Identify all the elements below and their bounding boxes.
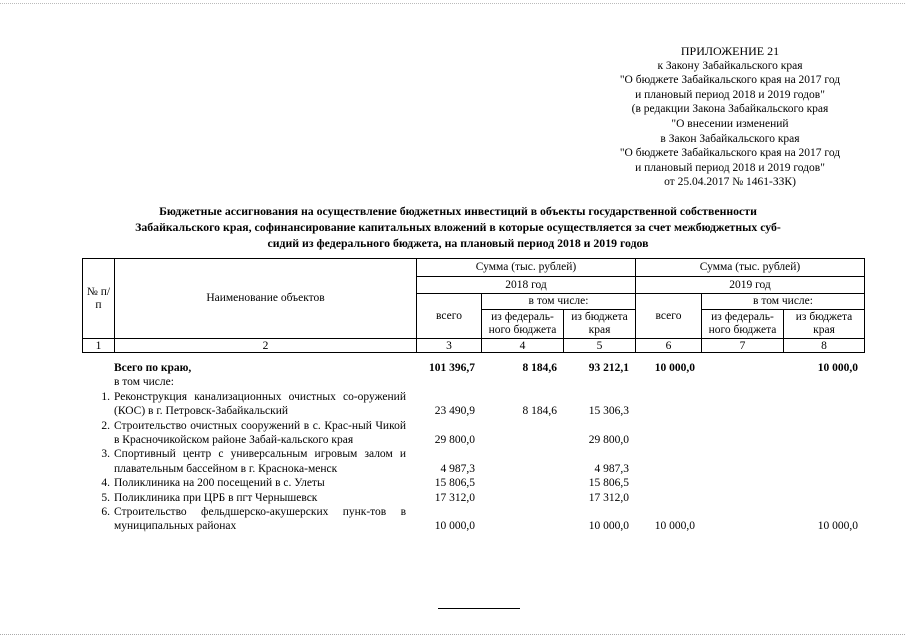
- row-c6: 10 000,0: [654, 520, 695, 533]
- row-c3: 15 806,5: [434, 477, 475, 490]
- total-c6: 10 000,0: [654, 362, 695, 374]
- row-c6: [635, 491, 701, 505]
- row-name: Спортивный центр с универсальным игровым залом и плавательным бассейном в г. Краснока-менск: [114, 448, 406, 475]
- total-label: Всего по краю,: [114, 362, 192, 374]
- row-c5: 17 312,0: [588, 491, 629, 504]
- row-c4: [481, 447, 563, 476]
- header-year-2018: 2018 год: [417, 277, 636, 294]
- table-row: [82, 447, 864, 476]
- row-c5: 15 806,5: [588, 477, 629, 490]
- total-c4: 8 184,6: [522, 362, 557, 374]
- row-c7: [701, 390, 783, 419]
- header-including-2018: в том числе:: [482, 294, 636, 310]
- row-c4: [481, 476, 563, 490]
- header-name: Наименование объектов: [115, 259, 417, 339]
- row-index: 1.: [101, 390, 110, 403]
- col-number: 2: [115, 339, 417, 353]
- row-c5: 10 000,0: [588, 520, 629, 533]
- row-name: Строительство фельдшерско-акушерских пунк-тов в муниципальных районах: [114, 506, 406, 533]
- header-regional-2019: из бюджета края: [784, 310, 865, 339]
- table-row: [82, 419, 864, 448]
- row-c8: [783, 390, 864, 419]
- col-number: 7: [702, 339, 784, 353]
- total-c8: 10 000,0: [817, 362, 858, 374]
- row-name: Поликлиника на 200 посещений в с. Улеты: [114, 477, 325, 490]
- budget-table-body: [82, 361, 864, 534]
- footnote-rule: [438, 608, 520, 609]
- title-line: Забайкальского края, софинансирование капитальных вложений в которые осуществляется за счет межбюджетных суб-: [135, 220, 781, 234]
- appendix-line: "О бюджете Забайкальского края на 2017 год: [619, 74, 841, 87]
- row-name: Реконструкция канализационных очистных со-оружений (КОС) в г. Петровск-Забайкальский: [114, 390, 406, 418]
- row-index: 5.: [101, 491, 110, 504]
- row-c8: 10 000,0: [817, 520, 858, 533]
- row-c5: 15 306,3: [588, 405, 629, 418]
- col-number: 6: [636, 339, 702, 353]
- header-federal-2019: из федераль-ного бюджета: [702, 310, 784, 339]
- document-title: [88, 203, 828, 251]
- row-c7: [701, 476, 783, 490]
- appendix-line: (в редакции Закона Забайкальского края: [631, 103, 829, 116]
- appendix-line: и плановый период 2018 и 2019 годов": [635, 161, 825, 174]
- header-total-2018: всего: [417, 294, 482, 339]
- table-row-total: [82, 361, 864, 375]
- appendix-line: "О бюджете Забайкальского края на 2017 год: [619, 147, 841, 160]
- title-line: Бюджетные ассигнования на осуществление бюджетных инвестиций в объекты государственной собственности: [159, 204, 757, 218]
- row-c3: 23 490,9: [434, 405, 475, 418]
- row-c8: [783, 419, 864, 448]
- scan-noise-bottom: [0, 634, 905, 637]
- row-c8: [783, 476, 864, 490]
- row-c8: [783, 491, 864, 505]
- total-c7: [701, 361, 783, 375]
- row-c3: 17 312,0: [434, 491, 475, 504]
- row-index: 6.: [101, 506, 110, 519]
- row-c6: [635, 419, 701, 448]
- table-row-subtitle: [82, 375, 864, 389]
- row-c5: 29 800,0: [588, 434, 629, 447]
- col-number: 5: [564, 339, 636, 353]
- header-total-2019: всего: [636, 294, 702, 339]
- appendix-line: в Закон Забайкальского края: [660, 132, 800, 145]
- row-c3: 29 800,0: [434, 434, 475, 447]
- row-c7: [701, 419, 783, 448]
- title-line: сидий из федерального бюджета, на плановый период 2018 и 2019 годов: [267, 236, 649, 250]
- scan-noise-top: [0, 3, 905, 6]
- col-number: 8: [784, 339, 865, 353]
- total-c3: 101 396,7: [429, 362, 475, 374]
- row-c7: [701, 447, 783, 476]
- row-name: Строительство очистных сооружений в с. Крас-ный Чикой в Красночикойском районе Забай-кальского края: [114, 419, 406, 447]
- row-c8: [783, 447, 864, 476]
- col-number: 3: [417, 339, 482, 353]
- row-c7: [701, 505, 783, 534]
- row-c3: 10 000,0: [434, 520, 475, 533]
- header-including-2019: в том числе:: [702, 294, 865, 310]
- row-c4: 8 184,6: [522, 405, 557, 418]
- header-sum-2019: Сумма (тыс. рублей): [636, 259, 865, 277]
- row-c6: [635, 390, 701, 419]
- row-c7: [701, 491, 783, 505]
- row-index: 3.: [101, 448, 110, 461]
- appendix-line: от 25.04.2017 № 1461-ЗЗК): [664, 176, 796, 189]
- row-index: 2.: [101, 419, 110, 432]
- row-c4: [481, 491, 563, 505]
- table-row: [82, 476, 864, 490]
- row-c3: 4 987,3: [440, 462, 475, 475]
- appendix-line: "О внесении изменений: [671, 117, 789, 130]
- row-c5: 4 987,3: [594, 462, 629, 475]
- col-number: 1: [83, 339, 115, 353]
- header-regional-2018: из бюджета края: [564, 310, 636, 339]
- row-c6: [635, 447, 701, 476]
- total-c5: 93 212,1: [588, 362, 629, 374]
- row-c4: [481, 505, 563, 534]
- total-subtitle: в том числе:: [114, 376, 174, 389]
- appendix-header: [560, 44, 900, 190]
- row-name: Поликлиника при ЦРБ в пгт Чернышевск: [114, 491, 318, 504]
- row-c4: [481, 419, 563, 448]
- appendix-title: ПРИЛОЖЕНИЕ 21: [680, 44, 780, 58]
- appendix-line: и плановый период 2018 и 2019 годов": [635, 88, 825, 101]
- appendix-line: к Закону Забайкальского края: [657, 59, 803, 72]
- header-num: № п/п: [83, 259, 115, 339]
- header-year-2019: 2019 год: [636, 277, 865, 294]
- table-row: [82, 505, 864, 534]
- row-c6: [635, 476, 701, 490]
- table-row: [82, 390, 864, 419]
- budget-table-header: [82, 258, 865, 353]
- header-sum-2018: Сумма (тыс. рублей): [417, 259, 636, 277]
- header-federal-2018: из федераль-ного бюджета: [482, 310, 564, 339]
- table-row: [82, 491, 864, 505]
- row-index: 4.: [101, 477, 110, 490]
- col-number: 4: [482, 339, 564, 353]
